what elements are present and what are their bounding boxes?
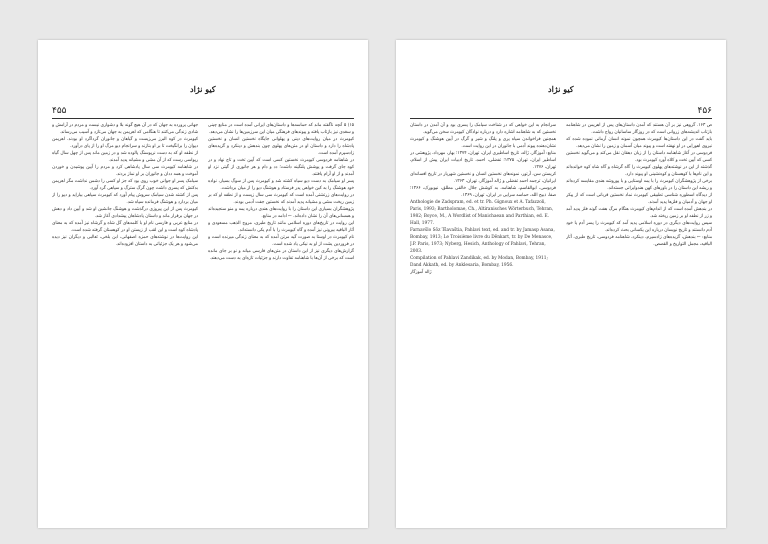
paragraph: ۱۵) ۵ آنچه ناگفته ماند که حماسه‌ها و داستان‌های ایرانی آمده است در منابع چینی و سغدی نیز بازتاب یافته و پیوندهای فرهنگی میان این سرزمین‌ها را نشان می‌دهد. [208,123,354,135]
reference-paragraph: Anthologie de Zadspram, ed. et tr. Ph. Gignoux et A. Tafazzoli, Paris, 1993; Bartholomae, Ch., Altiranisches Wörterbuch, Tehran, 1982; Boyce, M., A Wordlist of Manichaean and Parthian, ed. E. Hall, 1977. [410,200,554,226]
paragraph: همچنین فراخواندن سپاه پری و پلنگ و شیر و گرگ در آیین هوشنگ و کیومرث نشان‌دهنده پیوند آدمی با جانوران در این روایت است. [410,137,556,149]
paragraph: گزارش‌های دیگری نیز از این داستان در متن‌های فارسی میانه و نو بر جای مانده است که برخی از آن‌ها با شاهنامه تفاوت دارند و جزئیات تازه‌ای به دست می‌دهند. [208,249,354,261]
paragraph: پژوهشگران بسیاری این داستان را با روایت‌های هندی درباره یمه و منو سنجیده‌اند و همسانی‌های آن را نشان داده‌اند. ← ادامه در منابع. [208,207,354,219]
paragraph: نام کیومرث در اوستا به صورت گیه مرتن آمده که به معنای زندگی میرنده است و در فروردین یشت از او به نیکی یاد شده است. [208,235,354,247]
paragraph: ص ۱۶۳. گروهی نیز بر آن هستند که آمدن داستان‌های پس از اهریمن در شاهنامه بازتاب اندیشه‌های زروانی است که در روزگار ساسانیان رواج داشت. [566,123,712,135]
left-page-header-rule [52,118,354,119]
paragraph: در بندهش آمده است که از اندام‌های کیومرث هنگام مرگ هفت گونه فلز پدید آمد و زر از نطفه او بر زمین ریخته شد. [566,207,712,219]
paragraph: از نطفه او که به دست نریوسنگ پالوده شد و در زمین ماند پس از چهل سال گیاه ریواسی رست که از آن مشی و مشیانه پدید آمدند. [52,151,198,163]
paragraph: از دیدگاه اسطوره شناسی تطبیقی کیومرث نماد نخستین قربانی است که از پیکر او جهان و آدمیان و فلزها پدید آمدند. [566,193,712,205]
right-page-running-title: کیو نژاد [548,84,574,94]
paragraph: کیومرث در کوه البرز می‌زیست و گیاهان و جانوران گرداگرد او بودند. اهریمن دیوان را برانگیخت تا بر او بتازند و سرانجام دیو مرگ او را از پای درآورد. [52,137,198,149]
right-page-left-column [410,122,556,518]
right-page-header-rule [410,118,712,119]
left-page-number: ۴۵۵ [52,106,67,116]
paragraph: پس از کشته شدن سیامک سروش پیام آورد که کیومرث سپاهی بیاراید و دیو را از میان بردارد و هوشنگ فرمانده سپاه شد. [52,193,198,205]
left-page-left-column [52,122,198,518]
author-signature: ژاله آموزگار [410,270,432,275]
paragraph: جهانی پرورده به جهان که در آن هیچ گونه بلا و دشواری نیست و مردم در آرامش و شادی زندگی می‌کنند تا هنگامی که اهریمن به جهان می‌تازد و آسیب می‌رساند. [52,123,198,135]
paragraph: کریستن سن، آرتور، نمونه‌های نخستین انسان و نخستین شهریار در تاریخ افسانه‌ای ایرانیان، ترجمه احمد تفضلی و ژاله آموزگار، تهران، ۱۳۶۳. [410,172,556,184]
paragraph: منابع: ← بندهش، گزیده‌های زادسپرم، دینکرد، شاهنامه فردوسی، تاریخ طبری، آثار الباقیه، مجمل التواریخ و القصص. [566,235,712,247]
paragraph: باید گفت در این داستان‌ها کیومرث همچون نمونه انسان آرمانی نموده شده که نیروی اهورایی در او نهفته است و پیوند میان آسمان و زمین را نشان می‌دهد. [566,137,712,149]
paragraph: کیومرث در میان روایت‌های دینی و پهلوانی جایگاه نخستین انسان و نخستین پادشاه را دارد و داستان او در متن‌های پهلوی چون بندهش و دینکرد و گزیده‌های زادسپرم آمده است. [208,137,354,156]
paragraph: پسر او سیامک به دست دیو سیاه کشته شد و کیومرث پس از سوگ بسیار، نواده خود هوشنگ را به کین خواهی پدر فرستاد و هوشنگ دیو را از میان برداشت. [208,179,354,191]
paragraph: در شاهنامه فردوسی کیومرث نخستین کسی است که آیین تخت و تاج نهاد و در کوه جای گرفت و پوشش پلنگینه داشت؛ دد و دام و هر جانوری از گیتی نزد او آمدند و از او آرام یافتند. [208,158,354,177]
paragraph: در منابع عربی و فارسی نام او با کلمه‌های گل شاه و گرشاه نیز آمده که به معنای پادشاه کوه است و این لقب از زیستن او در کوهستان گرفته شده است. [52,221,198,233]
reference-paragraph: Farnavšlo Sōz Tšavaštia, Pahlavi text, ed. and tr. by Jamasp Asana, Bombay, 1913; Le Troisième livre du Dēnkart, tr. by De Menasce, J.P. Paris, 1973; Nyberg, Hesich, Anthology of Pahlavi, Tehran, 2003. [410,228,555,254]
left-page [38,40,368,528]
right-page [396,40,726,528]
paragraph: منابع: آموزگار، ژاله، تاریخ اساطیری ایران، تهران، ۱۳۷۴؛ بهار، مهرداد، پژوهشی در اساطیر ایران، تهران، ۱۳۷۵؛ تفضلی، احمد، تاریخ ادبیات ایران پیش از اسلام، تهران، ۱۳۷۶. [410,151,556,170]
left-page-running-title: کیو نژاد [190,84,216,94]
paragraph: این روایت‌ها در نوشته‌های حمزه اصفهانی، ابن بلخی، ثعالبی و دیگران نیز دیده می‌شود و هر یک جزئیاتی به داستان افزوده‌اند. [52,235,198,247]
reference-paragraph: Compilation of Pahlavi Zandikak, ed. by Modan, Bombay, 1911; Dand Akkath, ed. by Anklesaria, Bombay, 1956. [410,256,548,268]
left-page-right-column [208,122,354,518]
paragraph: فردوسی، ابوالقاسم، شاهنامه، به کوشش جلال خالقی مطلق، نیویورک، ۱۳۶۶؛ صفا، ذبیح الله، حماسه سرایی در ایران، تهران، ۱۳۶۹. [410,186,556,198]
paragraph: برخی از پژوهشگران کیومرث را با یمه اوستایی و با پوروشه هندی مقایسه کرده‌اند و ریشه این داستان را در باورهای کهن هندوایرانی جسته‌اند. [566,179,712,191]
paragraph: سرانجام به این خواهی که در شناخت سیامک را پسری بود و آن آمدن در داستان نخستین که به شاهنامه اشاره دارد و درباره نوادگان کیومرث سخن می‌گوید. [410,123,556,135]
paragraph: این روایت در تاریخ‌های دوره اسلامی مانند تاریخ طبری، مروج الذهب مسعودی و آثار الباقیه بیرونی نیز آمده و گاه کیومرث را با آدم یکی دانسته‌اند. [208,221,354,233]
right-page-number: ۴۵۶ [697,106,712,116]
paragraph: کیومرث پس از این پیروزی درگذشت و هوشنگ جانشین او شد و آیین داد و دهش در جهان برقرار ماند و داستان پادشاهان پیشدادی آغاز شد. [52,207,198,219]
paragraph: سپس روایت‌های دیگری در دوره اسلامی پدید آمد که کیومرث را پسر آدم یا خود آدم دانستند و تاریخ نویسان درباره این یکسانی بحث کرده‌اند. [566,221,712,233]
paragraph: سیامک پسر او جوانی خوب روی بود که جز او کسی را دشمن نداشت مگر اهریمن بدکنش که پسری داشت چون گرگ سترگ و سپاهی گرد آورد. [52,179,198,191]
right-page-right-column [566,122,712,518]
paragraph: گذشته از این در نوشته‌های پهلوی کیومرث را گاه گرشاه و گاه شاه کوه خوانده‌اند و این نام‌ها با کوهستان و کوه‌نشینی او پیوند دارد. [566,165,712,177]
paragraph: در روایت‌های زرتشتی آمده است که کیومرث سی سال زیست و از نطفه او که بر زمین ریخت مشی و مشیانه پدید آمدند که نخستین جفت آدمی بودند. [208,193,354,205]
paragraph: فردوسی در آغاز شاهنامه داستان را از زبان دهقان نقل می‌کند و می‌گوید نخستین کسی که آیین تخت و کلاه آورد کیومرث بود. [566,151,712,163]
paragraph: در شاهنامه کیومرث سی سال پادشاهی کرد و مردم را آیین پوشیدن و خوردن آموخت و همه ددان و جانوران بر او نماز بردند. [52,165,198,177]
